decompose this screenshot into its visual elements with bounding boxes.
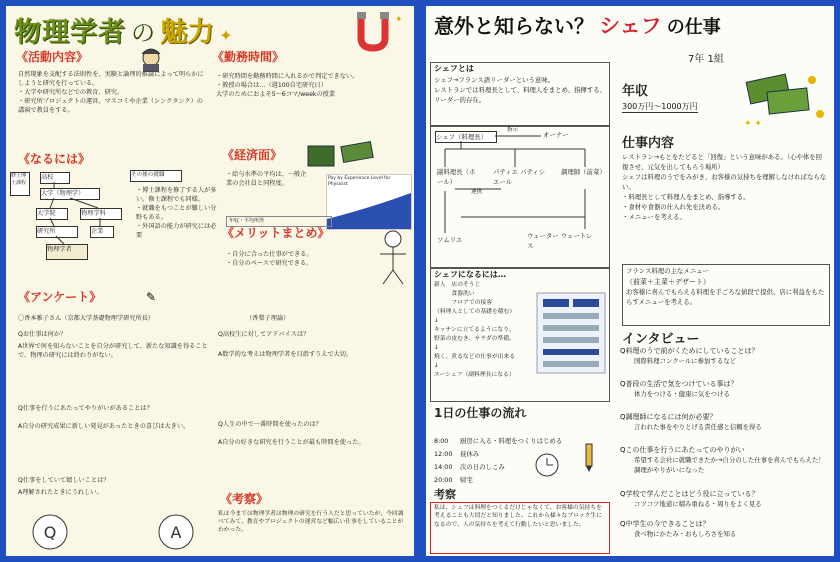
physicist-poster — [6, 6, 414, 556]
node-daigaku: 大学（物理学） — [40, 188, 100, 200]
kinmu-heading: 《勤務時間》 — [212, 50, 285, 64]
node-shushi: 修士博士課程 — [10, 172, 30, 196]
node-kenkyujo: 研究所 — [36, 226, 78, 238]
schedule-time: 20:00 — [434, 476, 453, 484]
node-koukou: 高校 — [40, 172, 70, 184]
schedule-row — [434, 426, 612, 445]
chef-towa-box — [430, 62, 610, 126]
interview-heading: インタビュー — [622, 332, 700, 347]
interview-item — [620, 346, 830, 379]
node-daigakuin: 大学院 — [36, 208, 68, 220]
a-face-label: A — [170, 523, 182, 542]
interview-item — [620, 445, 830, 489]
menu-box — [622, 264, 830, 326]
enquete-q1: Qお仕事は何か？ — [18, 331, 67, 338]
merit-heading: 《メリットまとめ》 — [222, 226, 330, 240]
ichinichi-heading: 1日の仕事の流れ — [434, 406, 527, 420]
chef-naruniha-body: 新人 店のそうじ 食器洗い フロアでの接客 （料理人としての基礎を積む） ↓ キッチンに立てるようになり、 野菜の皮むき、サラダの準備。 ↓ 焼く、煮るなどの仕事が出来る ↓ スーシェフ（副料理長になる） — [434, 282, 516, 378]
title-no: の — [131, 19, 156, 47]
schedule-task: 厨房に入る・料理をつくりはじめる — [460, 437, 563, 445]
chef-title — [434, 10, 721, 40]
enquete-q5: Q人生の中で一番時間を使ったのは？ — [218, 421, 322, 428]
keizai-heading: 《経済面》 — [222, 148, 283, 162]
org-waiter: ウェーター ウェートレス — [527, 232, 593, 250]
naruniha-notes: ・博士課程を修了する人が多い。修士課程でも同様。 ・就職をもつことが難しい分野もある。 ・外国語の能力が研究には必要 — [136, 187, 217, 239]
menu-heading: フランス料理の主なメニュー — [626, 267, 709, 275]
interview-q: Q普段の生活で気をつけている事は？ — [620, 380, 738, 388]
org-somurie: ソムリエ — [437, 236, 463, 244]
interview-item — [620, 379, 830, 412]
q-face-label: Q — [43, 523, 57, 542]
stick-figure-icon — [376, 228, 410, 288]
interview-q: Qこの仕事を行うにあたってのやりがい — [620, 446, 745, 454]
pay-chart-area — [327, 189, 411, 229]
title-main: 物理学者 — [14, 17, 126, 48]
naruniha-heading: 《なるには》 — [18, 152, 91, 166]
merit-body: ・自分に合った仕事ができる。 ・自分のペースで研究できる。 — [226, 251, 313, 267]
interview-q: Q学校で学んだことはどう役に立っている？ — [620, 490, 759, 498]
keizai-body: ・給与水準の平均は、一般企業の会社員と同程度。 — [226, 171, 307, 187]
org-chourishi: 調理師（前菜） — [561, 168, 606, 176]
svg-text:✦ ✦: ✦ ✦ — [744, 119, 762, 129]
schedule-task: 次の日のしこみ — [460, 463, 505, 471]
chef-poster — [426, 6, 834, 556]
interview-q: Q調理師になるには何が必要？ — [620, 413, 717, 421]
node-kigyou: 企業 — [90, 226, 114, 238]
scientist-icon — [134, 46, 168, 72]
interview-a: 国際料理コンクールに参加するなど — [634, 357, 736, 365]
schedule-task: 昼休み — [460, 450, 480, 458]
chef-naruniha-heading: シェフになるには… — [434, 270, 506, 279]
enquete-person1: 〇香本雅子さん（京都大学基礎物理学研究所長） — [18, 315, 155, 322]
money-icon — [306, 140, 376, 170]
income-table-label: 年収・平均所得 — [226, 216, 332, 227]
schedule-time: 12:00 — [434, 450, 453, 458]
enquete-heading: 《アンケート》 — [18, 290, 102, 304]
interview-item — [620, 489, 830, 519]
menu-body: お客様に喜んでもらえる料理を手ごろな値段で提供、店に利益をもたらすメニューを考える。 — [626, 288, 825, 306]
title-part1: 意外と知らない？ — [434, 14, 594, 38]
flow-lines — [10, 172, 132, 280]
menu-line1: （前菜＋主菜＋デザート） — [626, 278, 710, 286]
org-pati: パティエ パティシエール — [493, 168, 546, 186]
enquete-a4: A理解されたときにうれしい。 — [18, 489, 103, 496]
node-butsurigakusha: 物理学者 — [46, 244, 88, 260]
money-bills-icon — [738, 70, 830, 130]
naruniha-box — [430, 268, 610, 402]
interview-a: 言われた事をやりとげる責任感と信頼を得る — [634, 423, 762, 431]
schedule-time: 8:00 — [434, 437, 449, 445]
interview-item — [620, 412, 830, 445]
enquete-q3: Q高校生に対してアドバイスは？ — [218, 331, 310, 338]
org-renkei: 連携 — [471, 189, 483, 195]
nenshu-heading: 年収 — [622, 84, 649, 99]
kousatsu-body-left: 私は今までは物理学者は物理の研究を行う人だと思っていたが、今回調べてみて、教育やプロジェクトの運営など幅広い仕事をしていることがわかった。 — [218, 511, 404, 533]
star-icon: ✦ — [219, 26, 233, 45]
interview-item — [620, 519, 830, 549]
schedule-task: 帰宅 — [460, 476, 473, 484]
pay-chart-caption: Pay by Experience Level for Physicist — [328, 176, 391, 187]
note-icon: ✎ — [146, 290, 157, 304]
schedule-time: 14:00 — [434, 463, 453, 471]
kousatsu-heading-right: 考察 — [434, 488, 456, 501]
enquete-q2: Q仕事を行うにあたってやりがいがあることは？ — [18, 405, 153, 412]
enquete-a5: A自分の好きな研究を行うことが最も時間を使った。 — [218, 439, 365, 446]
svg-text:✦: ✦ — [395, 15, 403, 25]
nenshu-value: 300万円〜1000万円 — [622, 102, 698, 111]
clock-icon — [534, 452, 560, 478]
org-lines — [431, 127, 609, 267]
class-label: 7年 1組 — [688, 54, 724, 65]
enquete-a3: A数学的な考えは物理学者を目指すうえで大切。 — [218, 351, 353, 358]
kinmu-body: ・研究時間を勤務時間に入れるかで判定できない。 ・教授の場合は…（週100自宅研究日） 大学のためにおよそ5〜6コマ/weekの授業 — [216, 73, 359, 98]
node-butsuri-gakka: 物理学科 — [80, 208, 122, 220]
shigoto-heading: 仕事内容 — [622, 136, 675, 151]
interview-list — [620, 346, 830, 549]
katsudou-heading: 《活動内容》 — [16, 50, 89, 64]
pencil-icon — [578, 442, 600, 474]
kousatsu-box — [430, 502, 610, 554]
chef-towa-body: シェフ→フランス語リーダーという意味。 レストランでは料理長として、料理人をまとめ、指揮する、リーダー的存在。 — [434, 76, 606, 104]
interview-a: コツコツ地道に積み重ねる・周りをよく見る — [634, 500, 762, 508]
enquete-person2: （香梨子理論） — [246, 315, 290, 322]
org-chart — [430, 126, 610, 268]
career-diagram-image — [535, 291, 607, 375]
interview-a: 体力をつける・健康に気をつける — [634, 390, 730, 398]
a-face-icon — [156, 512, 196, 552]
kousatsu-heading-left: 《考察》 — [220, 492, 269, 506]
title-miryoku: 魅力 — [160, 17, 215, 48]
enquete-a1: A世界で何を知らないことを自分が研究して、新たな知識を得ることで、物理の研究には終わりがない。 — [18, 343, 208, 359]
sono-go-label: その後の就職 — [130, 170, 182, 182]
org-owner: オーナー — [543, 131, 569, 139]
kousatsu-body-right: 私は、シェフは料理をつくるだけじゃなくて、お客様の気持ちを考えることも大切だと知りました。これから様々なブロック生になるので、人の気持ちを考えて行動したいと思いました。 — [434, 505, 602, 528]
interview-a: 希望する会社に就職できたか→自分のした仕事を喜んでもらえた！調理がやりがいになった — [634, 456, 825, 474]
enquete-q4: Q仕事をしていて嬉しいことは？ — [18, 477, 110, 484]
enquete-a2: A自分の研究成果に新しい発見があったときの喜びは大きい。 — [18, 423, 190, 430]
q-face-icon — [30, 512, 70, 552]
title-part2: シェフ — [599, 13, 662, 38]
interview-q: Q料理のうで前がくためにしていることは？ — [620, 347, 759, 355]
org-sub: 副料理長（ホール） — [437, 168, 476, 186]
interview-a: 食べ物にかたみ・おもしろさを知る — [634, 530, 737, 538]
title-part3: の仕事 — [666, 17, 721, 38]
katsudou-body: 自然現象を支配する法則性を、実験と論理的推論によって明らかにしようと研究を行っている。 ・大学や研究所などでの教育、研究。 ・研究所プロジェクトの運営、マスコミや企業（シンクタンク）の講演で教員をする。 — [18, 71, 204, 114]
org-shiji-top: 指示 — [507, 127, 519, 133]
magnet-icon — [351, 8, 409, 52]
shigoto-body: レストラン→もとをたどると「回復」という意味がある。（心や体を回復させ、元気を出してもらう場所） シェフは料理のうでをみがき、お客様の気持ちを理解しなければならない。 ・料理長として料理人をまとめ、指導する。 ・食材や食器の仕入れ先を決める。 ・メニューを考える。 — [622, 153, 827, 221]
pay-chart — [326, 174, 412, 230]
poster-title — [14, 10, 233, 49]
interview-q: Q中学生の今できることは？ — [620, 520, 710, 528]
chef-towa-heading: シェフとは — [434, 64, 474, 73]
career-flowchart — [10, 172, 132, 280]
org-chef: シェフ（料理長） — [435, 131, 497, 143]
